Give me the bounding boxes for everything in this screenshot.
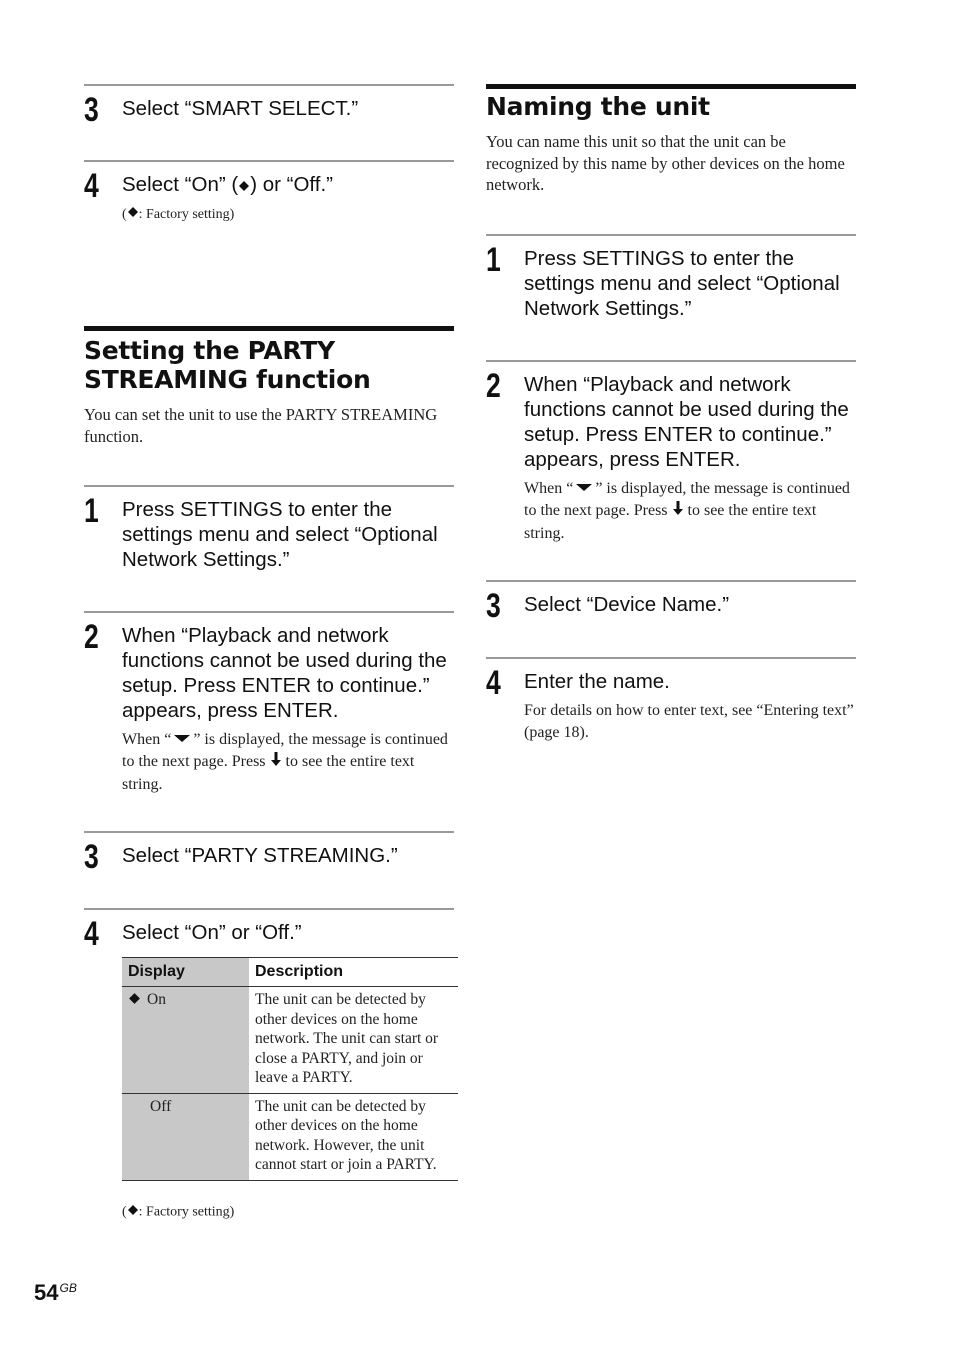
- step-number: 4: [84, 167, 99, 205]
- page-number: $54^{GB}$: [34, 1280, 77, 1305]
- table-row: [122, 1093, 458, 1180]
- step-number: 1: [84, 492, 99, 530]
- left-step-2: [84, 611, 454, 833]
- section-intro: You can name this unit so that the unit can be recognized by this name by other devices on the home network.: [486, 132, 845, 194]
- description-cell: The unit can be detected by other devices on the home network. The unit can start or close a PARTY, and join or leave a PARTY.: [249, 987, 458, 1094]
- step-note: When “ ” is displayed, the message is continued to the next page. Press to see the entire text string.: [524, 480, 850, 543]
- left-top-step-3: [84, 84, 454, 162]
- step-text: Press SETTINGS to enter the settings menu and select “Optional Network Settings.”: [524, 247, 840, 320]
- right-step-3: [486, 580, 856, 659]
- diamond-icon: [127, 1204, 139, 1221]
- left-top-step-4: [84, 160, 454, 262]
- section-rule: [84, 326, 454, 331]
- display-cell: Off: [122, 1093, 249, 1180]
- right-step-1: [486, 234, 856, 362]
- step-note: When “ ” is displayed, the message is continued to the next page. Press to see the entire text string.: [122, 731, 448, 794]
- step-text: Enter the name.: [524, 670, 670, 693]
- step-text: Select “Device Name.”: [524, 593, 730, 616]
- down-arrow-icon: [672, 500, 684, 523]
- step-number: 1: [486, 241, 501, 279]
- table-footnote: ( : Factory setting): [122, 1204, 235, 1220]
- step-number: 3: [84, 91, 99, 129]
- factory-setting-note: ( : Factory setting): [122, 204, 456, 226]
- chevron-down-icon: [573, 478, 595, 500]
- right-step-2: [486, 360, 856, 582]
- diamond-icon: [238, 173, 250, 198]
- down-arrow-icon: [270, 751, 282, 774]
- display-cell: On: [122, 987, 249, 1094]
- step-number: 4: [486, 664, 501, 702]
- description-cell: The unit can be detected by other devices on the home network. However, the unit cannot start or join a PARTY.: [249, 1093, 458, 1180]
- step-text: Select “SMART SELECT.”: [122, 97, 359, 120]
- column-header-description: Description: [249, 958, 458, 987]
- table-row: [122, 987, 458, 1094]
- step-text-post: ) or “Off.”: [250, 173, 333, 196]
- step-text: Select “On” or “Off.”: [122, 921, 302, 944]
- section-intro: You can set the unit to use the PARTY STREAMING function.: [84, 405, 438, 446]
- step-note: For details on how to enter text, see “Entering text” (page 18).: [524, 702, 854, 741]
- diamond-icon: [127, 204, 139, 226]
- party-setting-table: [122, 957, 458, 1181]
- step-text-pre: Select “On” (: [122, 173, 239, 196]
- page-suffix: GB: [59, 1281, 77, 1295]
- step-text: When “Playback and network functions cannot be used during the setup. Press ENTER to continue.” appears, press ENTER.: [524, 373, 849, 471]
- step-number: 4: [84, 915, 99, 953]
- right-step-4: [486, 657, 856, 759]
- step-number: 2: [84, 618, 99, 656]
- right-column: [486, 0, 856, 1352]
- section-title: Setting the PARTY STREAMING function: [84, 336, 371, 394]
- section-title: Naming the unit: [486, 92, 710, 121]
- left-step-4: [84, 908, 454, 953]
- table-header-row: [122, 958, 458, 987]
- left-step-3: [84, 831, 454, 910]
- chevron-down-icon: [171, 729, 193, 751]
- step-number: 3: [84, 838, 99, 876]
- step-number: 3: [486, 587, 501, 625]
- step-text: Press SETTINGS to enter the settings menu and select “Optional Network Settings.”: [122, 498, 438, 571]
- section-rule: [486, 84, 856, 89]
- diamond-icon: [128, 991, 141, 1011]
- left-step-1: [84, 485, 454, 613]
- step-text: Select “PARTY STREAMING.”: [122, 844, 398, 867]
- step-text: [122, 172, 456, 198]
- column-header-display: Display: [122, 958, 249, 987]
- step-number: 2: [486, 367, 501, 405]
- step-text: When “Playback and network functions cannot be used during the setup. Press ENTER to continue.” appears, press ENTER.: [122, 624, 447, 722]
